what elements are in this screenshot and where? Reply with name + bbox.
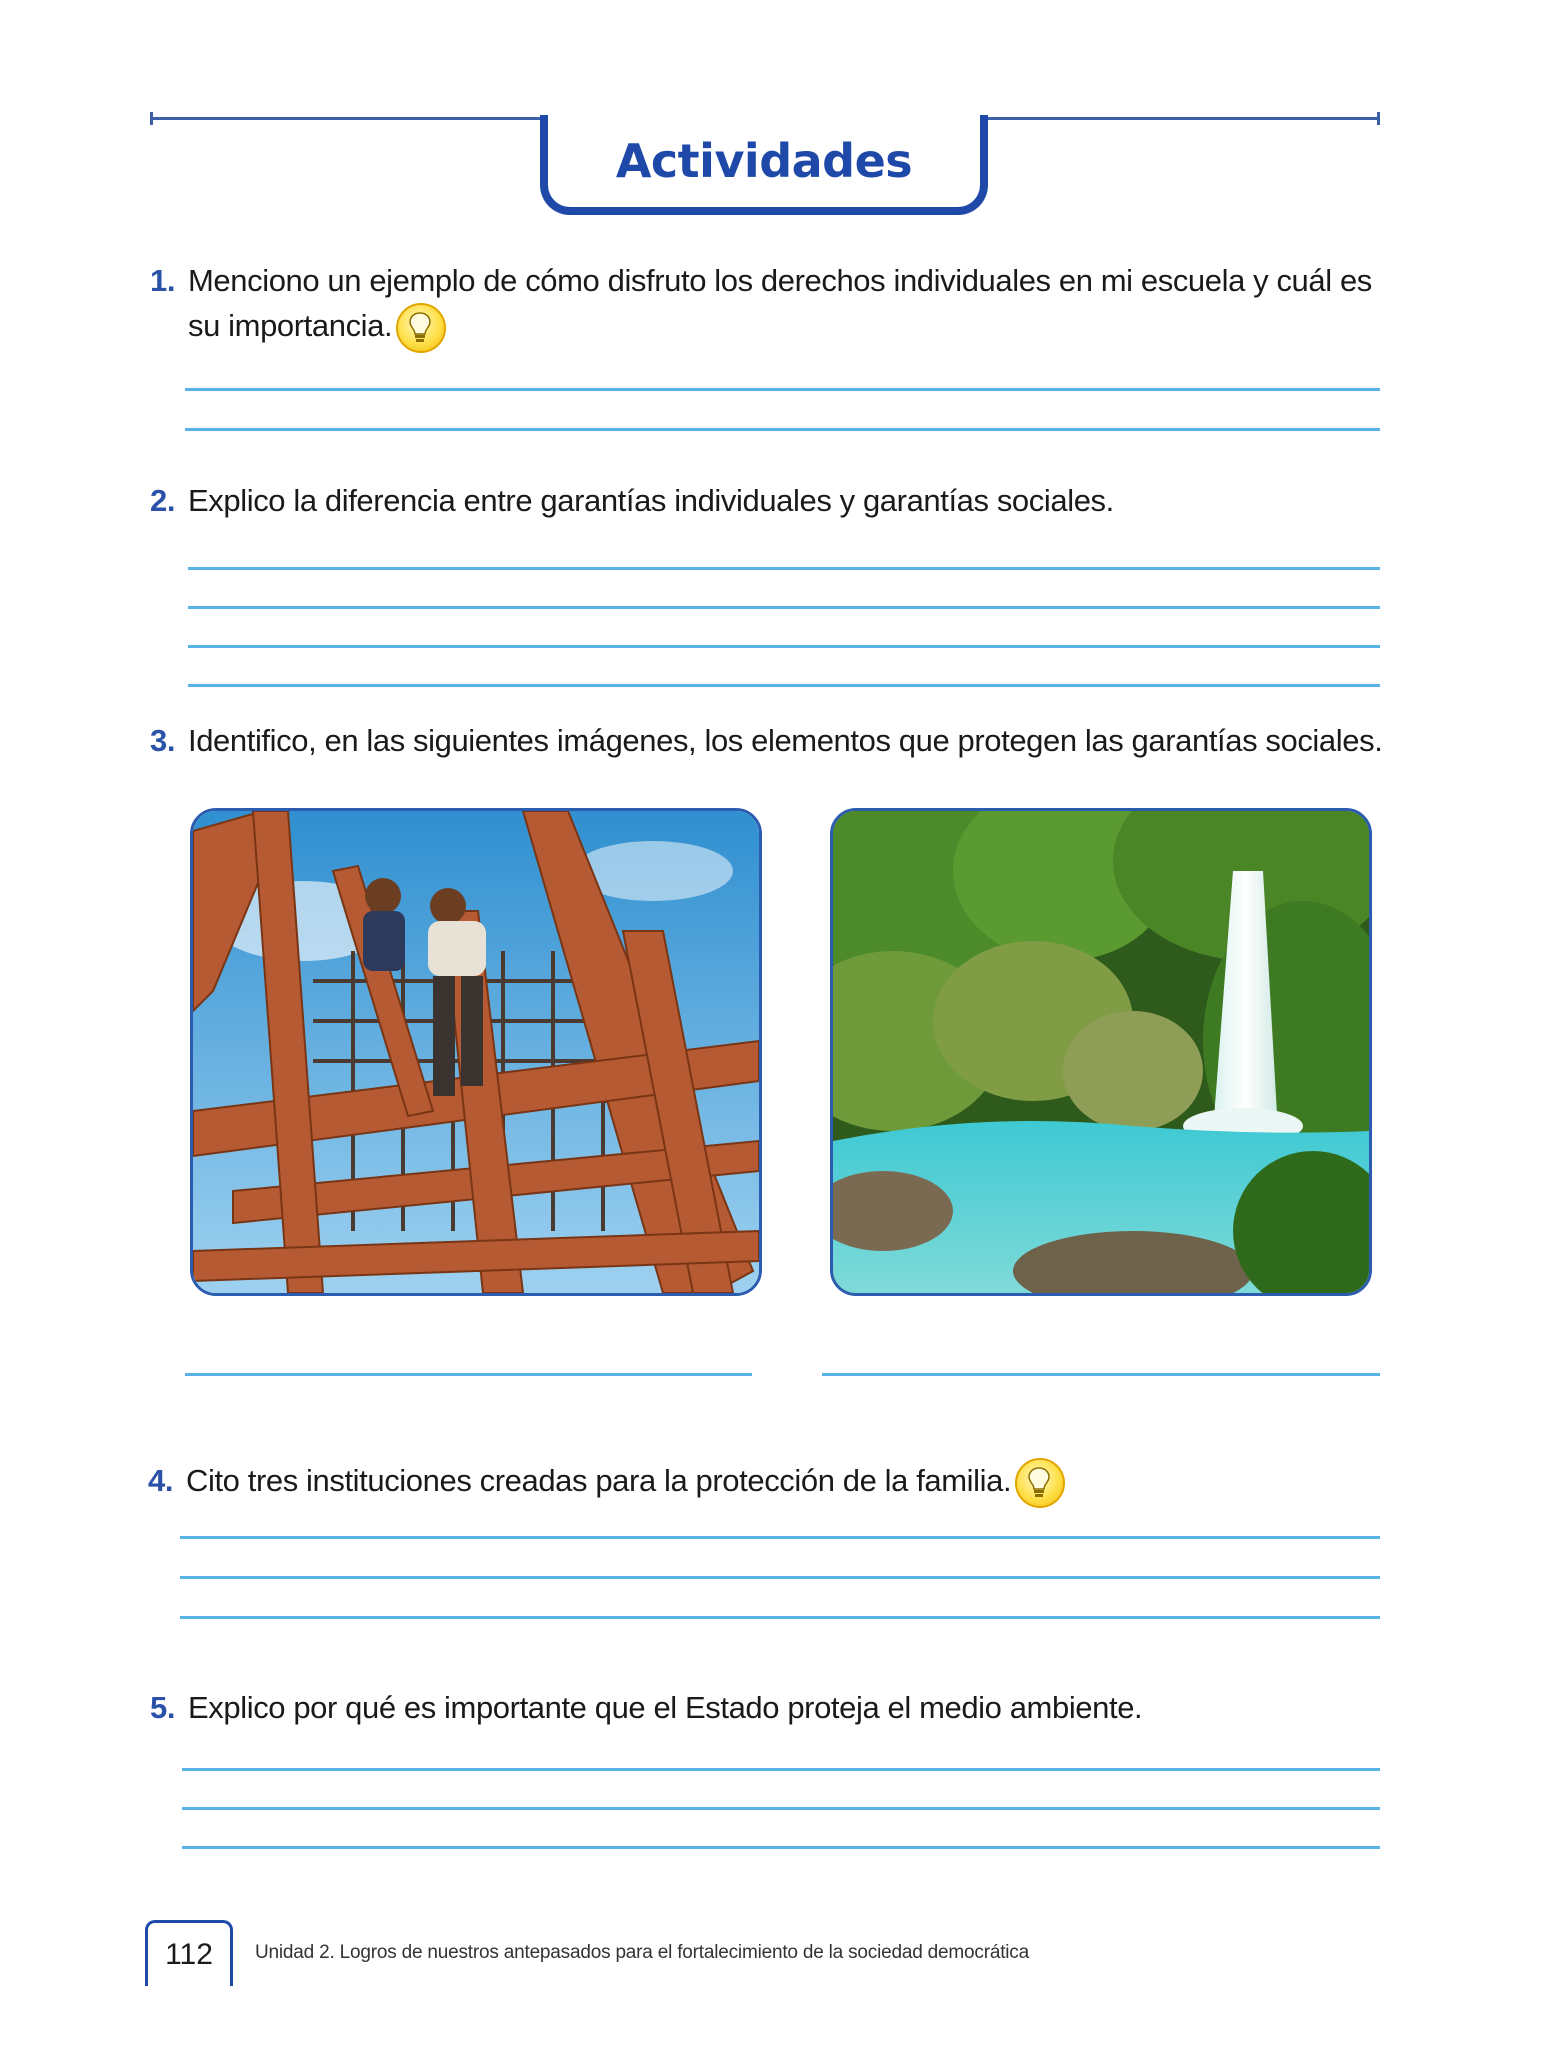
question-text: Explico por qué es importante que el Estado proteja el medio ambiente. (188, 1690, 1143, 1725)
answer-line[interactable] (822, 1373, 1380, 1376)
page-title: Actividades (615, 134, 913, 188)
answer-line[interactable] (188, 567, 1380, 570)
title-tab (540, 115, 988, 215)
answer-line[interactable] (180, 1616, 1380, 1619)
answer-line[interactable] (185, 388, 1380, 391)
lightbulb-icon (1015, 1458, 1065, 1508)
question-5 (150, 1685, 1385, 1730)
answer-line[interactable] (185, 428, 1380, 431)
page-number: 112 (165, 1937, 213, 1971)
question-text: Menciono un ejemplo de cómo disfruto los derechos individuales en mi escuela y cuál es su importancia. (188, 263, 1372, 344)
question-number: 3. (150, 723, 176, 758)
answer-line[interactable] (182, 1846, 1380, 1849)
question-number: 1. (150, 263, 176, 298)
lightbulb-icon (396, 303, 446, 353)
answer-line[interactable] (180, 1536, 1380, 1539)
answer-line[interactable] (182, 1768, 1380, 1771)
answer-line[interactable] (188, 606, 1380, 609)
question-2 (150, 478, 1385, 523)
question-text: Cito tres instituciones creadas para la protección de la familia. (186, 1463, 1012, 1499)
answer-line[interactable] (185, 1373, 752, 1376)
answer-line[interactable] (188, 684, 1380, 687)
question-4 (148, 1458, 1383, 1508)
answer-line[interactable] (182, 1807, 1380, 1810)
waterfall-photo (830, 808, 1372, 1296)
construction-workers-photo (190, 808, 762, 1296)
question-number: 2. (150, 483, 176, 518)
question-number: 5. (150, 1690, 176, 1725)
unit-footer-text: Unidad 2. Logros de nuestros antepasados para el fortalecimiento de la sociedad democrática (255, 1942, 1029, 1963)
question-text: Explico la diferencia entre garantías individuales y garantías sociales. (188, 483, 1114, 518)
question-1 (150, 258, 1385, 353)
page-number-box (145, 1920, 233, 1986)
question-number: 4. (148, 1463, 174, 1498)
answer-line[interactable] (188, 645, 1380, 648)
question-3 (150, 718, 1385, 763)
answer-line[interactable] (180, 1576, 1380, 1579)
question-text: Identifico, en las siguientes imágenes, los elementos que protegen las garantías sociales. (188, 723, 1383, 758)
